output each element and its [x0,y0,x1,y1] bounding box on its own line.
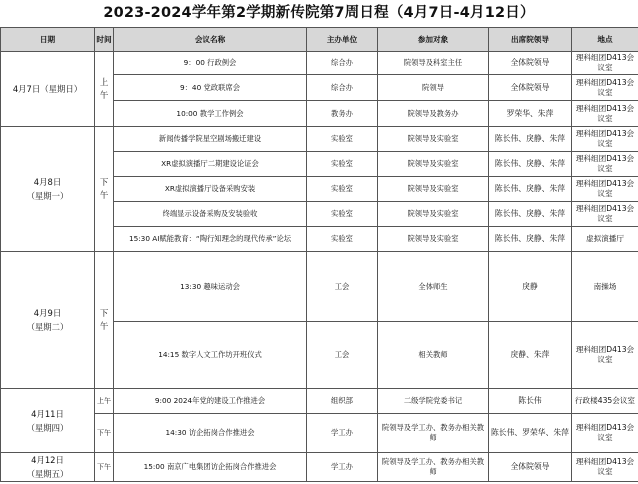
host-cell: 实验室 [307,152,378,177]
meeting-cell: 15:30 AI赋能教育：“陶行知理念的现代传承”论坛 [114,227,307,252]
attendees-cell: 全体师生 [378,252,489,322]
leaders-cell: 全体院领导 [489,52,572,75]
time-slot-cell: 下午 [95,453,114,482]
leaders-cell: 全体院领导 [489,453,572,482]
location-cell: 理科组团D413会议室 [572,202,638,227]
header-location: 地点 [572,28,638,52]
location-cell: 理科组团D413会议室 [572,152,638,177]
time-slot-cell: 下午 [95,252,114,389]
weekday-line: （星期二） [26,322,69,332]
attendees-cell: 院领导及学工办、教务办相关教师 [378,453,489,482]
meeting-cell: XR虚拟演播厅设备采购安装 [114,177,307,202]
attendees-cell: 院领导及学工办、教务办相关教师 [378,414,489,453]
attendees-cell: 院领导及实验室 [378,127,489,152]
location-cell: 理科组团D413会议室 [572,177,638,202]
header-meeting: 会议名称 [114,28,307,52]
meeting-cell: 终端显示设备采购及安装验收 [114,202,307,227]
location-cell: 理科组团D413会议室 [572,453,638,482]
host-cell: 综合办 [307,75,378,101]
location-cell: 理科组团D413会议室 [572,414,638,453]
meeting-cell: 14:30 访企拓岗合作推进会 [114,414,307,453]
date-line: 4月8日 [33,177,62,187]
table-row [1,389,638,414]
header-leaders: 出席院领导 [489,28,572,52]
date-cell [1,453,95,482]
date-cell [1,52,95,127]
time-slot-cell: 下午 [95,414,114,453]
weekday-line: （星期一） [26,191,69,201]
table-row [1,414,638,453]
schedule-table [0,27,638,482]
date-cell [1,389,95,453]
leaders-cell: 陈长伟、罗荣华、朱萍 [489,414,572,453]
header-host: 主办单位 [307,28,378,52]
host-cell: 组织部 [307,389,378,414]
meeting-cell: 9：00 行政例会 [114,52,307,75]
date-line: 4月9日 [33,308,62,318]
host-cell: 实验室 [307,202,378,227]
leaders-cell: 戾静、朱萍 [489,322,572,389]
location-cell: 南操场 [572,252,638,322]
header-row [1,28,638,52]
attendees-cell: 院领导及教务办 [378,101,489,127]
attendees-cell: 相关教师 [378,322,489,389]
date-line: 4月7日（星期日） [12,84,83,94]
attendees-cell: 院领导及实验室 [378,177,489,202]
host-cell: 实验室 [307,227,378,252]
host-cell: 学工办 [307,453,378,482]
table-row [1,453,638,482]
host-cell: 实验室 [307,127,378,152]
attendees-cell: 院领导及实验室 [378,227,489,252]
date-cell [1,252,95,389]
leaders-cell: 陈长伟、戾静、朱萍 [489,227,572,252]
date-cell [1,127,95,252]
leaders-cell: 戾静 [489,252,572,322]
attendees-cell: 院领导及科室主任 [378,52,489,75]
date-line: 4月12日 [31,455,64,465]
leaders-cell: 陈长伟、戾静、朱萍 [489,152,572,177]
host-cell: 实验室 [307,177,378,202]
meeting-cell: 10:00 教学工作例会 [114,101,307,127]
meeting-cell: 9:00 2024年党的建设工作推进会 [114,389,307,414]
location-cell: 行政楼435会议室 [572,389,638,414]
host-cell: 学工办 [307,414,378,453]
leaders-cell: 陈长伟、戾静、朱萍 [489,127,572,152]
meeting-cell: 14:15 数字人文工作坊开班仪式 [114,322,307,389]
leaders-cell: 陈长伟、戾静、朱萍 [489,177,572,202]
leaders-cell: 全体院领导 [489,75,572,101]
attendees-cell: 院领导及实验室 [378,152,489,177]
table-row [1,52,638,75]
host-cell: 综合办 [307,52,378,75]
location-cell: 理科组团D413会议室 [572,52,638,75]
header-time: 时间 [95,28,114,52]
weekday-line: （星期五） [26,469,69,479]
attendees-cell: 二级学院党委书记 [378,389,489,414]
leaders-cell: 陈长伟 [489,389,572,414]
date-line: 4月11日 [31,408,64,419]
weekday-line: （星期四） [26,422,69,433]
leaders-cell: 陈长伟、戾静、朱萍 [489,202,572,227]
header-date: 日期 [1,28,95,52]
time-slot-cell: 上午 [95,52,114,127]
time-slot-cell: 下午 [95,127,114,252]
attendees-cell: 院领导 [378,75,489,101]
meeting-cell: 新闻传播学院星空剧场搬迁建设 [114,127,307,152]
table-row [1,252,638,322]
meeting-cell: XR虚拟演播厅二期建设论证会 [114,152,307,177]
location-cell: 理科组团D413会议室 [572,101,638,127]
location-cell: 虚拟演播厅 [572,227,638,252]
location-cell: 理科组团D413会议室 [572,322,638,389]
meeting-cell: 15:00 南京广电集团访企拓岗合作推进会 [114,453,307,482]
header-attendees: 参加对象 [378,28,489,52]
leaders-cell: 罗荣华、朱萍 [489,101,572,127]
attendees-cell: 院领导及实验室 [378,202,489,227]
host-cell: 工会 [307,252,378,322]
meeting-cell: 9：40 党政联席会 [114,75,307,101]
location-cell: 理科组团D413会议室 [572,75,638,101]
page-title: 2023-2024学年第2学期新传院第7周日程（4月7日-4月12日） [103,5,535,21]
location-cell: 理科组团D413会议室 [572,127,638,152]
host-cell: 工会 [307,322,378,389]
time-slot-cell: 上午 [95,389,114,414]
host-cell: 教务办 [307,101,378,127]
table-row [1,127,638,152]
meeting-cell: 13:30 趣味运动会 [114,252,307,322]
